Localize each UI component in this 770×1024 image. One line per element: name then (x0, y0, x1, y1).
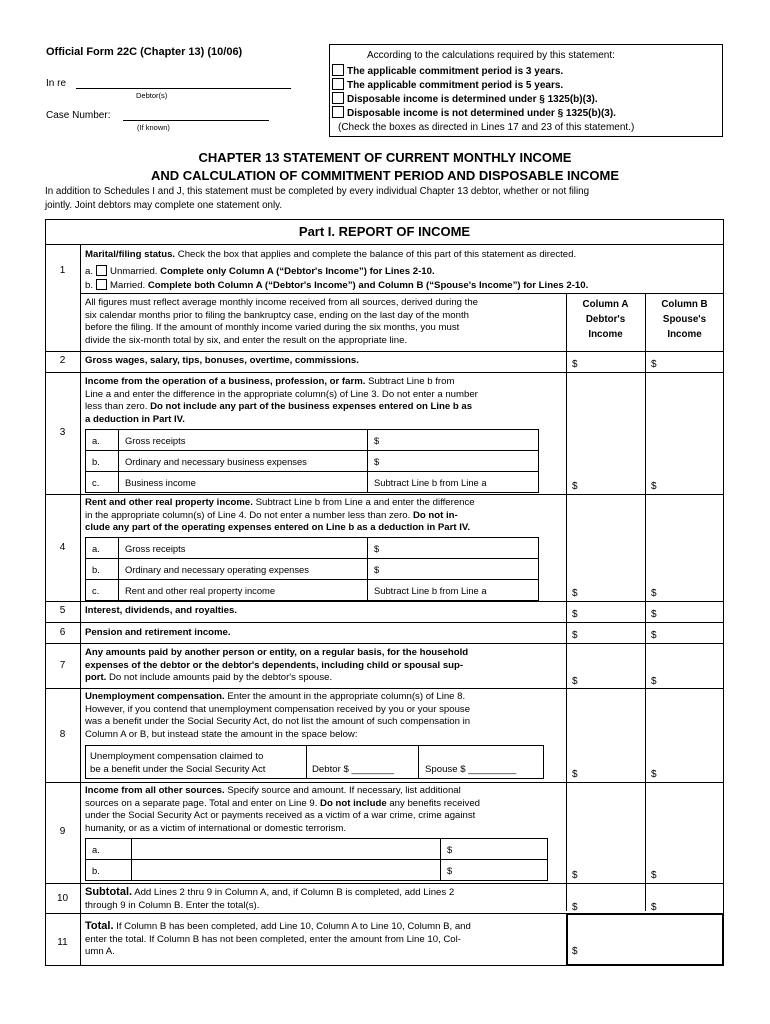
divider (80, 244, 81, 966)
commitment-option-3-years[interactable]: The applicable commitment period is 3 years. (332, 64, 563, 77)
line-number: 1 (59, 265, 66, 276)
line6-text: Pension and retirement income. (85, 627, 231, 638)
divider (45, 494, 724, 495)
line3-subtable (85, 429, 539, 493)
line-number: 2 (59, 355, 66, 366)
divider (645, 293, 646, 911)
line1-option-married[interactable]: b. Married. Complete both Column A (“Debtor's Income”) and Column B (“Spouse's Income”) for Lines 2-10. (85, 280, 589, 291)
case-number-label: Case Number: (46, 110, 111, 121)
table-row: a. Gross receipts $ (86, 538, 539, 559)
table-row: c. Business income Subtract Line b from Line a (86, 472, 539, 493)
form-title: Official Form 22C (Chapter 13) (10/06) (46, 46, 243, 58)
source-input[interactable] (132, 839, 441, 860)
line-number: 10 (56, 893, 69, 904)
line2-col-a-amount[interactable]: $ (572, 359, 578, 370)
checkbox-icon[interactable] (332, 78, 344, 90)
unemployment-claim-label: Unemployment compensation claimed to be a benefit under the Social Security Act (90, 751, 266, 775)
source-input[interactable] (132, 860, 441, 881)
line6-col-b-amount[interactable]: $ (651, 630, 657, 641)
line11-total-amount[interactable]: $ (572, 946, 578, 957)
divider (45, 372, 724, 373)
checkbox-icon[interactable] (96, 265, 107, 276)
line4-col-a-amount[interactable]: $ (572, 588, 578, 599)
divider (45, 782, 724, 783)
checkbox-icon[interactable] (332, 92, 344, 104)
line11-total-box[interactable] (566, 913, 724, 966)
page-title-line1: CHAPTER 13 STATEMENT OF CURRENT MONTHLY INCOME (198, 150, 572, 165)
if-known-caption: (If known) (137, 123, 170, 132)
line-number: 9 (59, 826, 66, 837)
all-figures-text: All figures must reflect average monthly income received from all sources, derived during the six calendar months prior to filing the bankruptcy case, ending on the last day of the month before the filing. If the amount of monthly income varied during the six months, you must divide the six-month total by six, and enter the result on the appropriate line. (85, 297, 478, 346)
line2-text: Gross wages, salary, tips, bonuses, overtime, commissions. (85, 355, 359, 366)
line4-col-b-amount[interactable]: $ (651, 588, 657, 599)
line7-col-a-amount[interactable]: $ (572, 676, 578, 687)
page-title-line2: AND CALCULATION OF COMMITMENT PERIOD AND DISPOSABLE INCOME (151, 168, 619, 183)
table-row: b. Ordinary and necessary business expenses $ (86, 451, 539, 472)
divider (45, 643, 724, 644)
checkbox-icon[interactable] (332, 106, 344, 118)
line7-col-b-amount[interactable]: $ (651, 676, 657, 687)
line5-col-b-amount[interactable]: $ (651, 609, 657, 620)
commitment-option-5-years[interactable]: The applicable commitment period is 5 years. (332, 78, 563, 91)
table-row: c. Rent and other real property income Subtract Line b from Line a (86, 580, 539, 601)
line1-option-unmarried[interactable]: a. Unmarried. Complete only Column A (“Debtor's Income”) for Lines 2-10. (85, 266, 435, 277)
part1-title: Part I. REPORT OF INCOME (298, 224, 471, 239)
divider (306, 745, 307, 779)
line-number: 6 (59, 627, 66, 638)
intro-text-2: jointly. Joint debtors may complete one statement only. (45, 200, 283, 211)
line10-col-a-amount[interactable]: $ (572, 902, 578, 913)
line-number: 5 (59, 605, 66, 616)
line8-col-a-amount[interactable]: $ (572, 769, 578, 780)
debtor-name-line[interactable] (76, 88, 291, 89)
debtor-claim-field[interactable]: Debtor $ ________ (312, 764, 395, 775)
table-row: a. Gross receipts $ (86, 430, 539, 451)
disposable-determined-option[interactable]: Disposable income is determined under § 1325(b)(3). (332, 92, 598, 105)
line8-text: Unemployment compensation. Enter the amount in the appropriate column(s) of Line 8. However, if you contend that unemployment compensation received by you or your spouse was a benefit under the Social Security Act, do not list the amount of such compensation in Column A or B, but instead state the amount in the space below: (85, 691, 471, 740)
table-row: b. Ordinary and necessary operating expenses $ (86, 559, 539, 580)
checkbox-icon[interactable] (332, 64, 344, 76)
line10-text: Subtotal. Add Lines 2 thru 9 in Column A, and, if Column B is completed, add Lines 2 through 9 in Column B. Enter the total(s). (85, 886, 455, 911)
spouse-claim-field[interactable]: Spouse $ _________ (425, 764, 517, 775)
line4-subtable (85, 537, 539, 601)
line11-text: Total. If Column B has been completed, add Line 10, Column A to Line 10, Column B, and enter the total. If Column B has not been completed, enter the amount from Line 10, Col- umn A. (85, 920, 471, 957)
line5-col-a-amount[interactable]: $ (572, 609, 578, 620)
divider (45, 688, 724, 689)
line3-text: Income from the operation of a business, profession, or farm. Subtract Line b from Line a and enter the difference in the appropriate column(s) of Line 3. Do not enter a number less than zero. Do not include any part of the business expenses entered on Line b as a deduction in Part IV. (85, 376, 478, 425)
divider (45, 622, 724, 623)
debtor-caption: Debtor(s) (136, 91, 168, 100)
divider (45, 244, 724, 245)
divider (45, 883, 724, 884)
line6-col-a-amount[interactable]: $ (572, 630, 578, 641)
divider (45, 351, 724, 352)
table-row: a. $ (86, 839, 548, 860)
line9-text: Income from all other sources. Specify source and amount. If necessary, list additional sources on a separate page. Total and enter on Line 9. Do not include any benefits received under the Social Security Act or payments received as a victim of a war crime, crime against humanity, or as a victim of international or domestic terrorism. (85, 785, 481, 834)
line3-col-a-amount[interactable]: $ (572, 481, 578, 492)
line10-col-b-amount[interactable]: $ (651, 902, 657, 913)
disposable-not-determined-option[interactable]: Disposable income is not determined under § 1325(b)(3). (332, 106, 616, 119)
intro-text-1: In addition to Schedules I and J, this statement must be completed by every individual Chapter 13 debtor, whether or not filing (45, 186, 590, 197)
line-number: 3 (59, 427, 66, 438)
divider (45, 601, 724, 602)
checkbox-icon[interactable] (96, 279, 107, 290)
line-number: 11 (57, 937, 68, 948)
line3-col-b-amount[interactable]: $ (651, 481, 657, 492)
line4-text: Rent and other real property income. Subtract Line b from Line a and enter the difference in the appropriate column(s) of Line 4. Do not enter a number less than zero. Do not in- clude any part of the operating expenses entered on Line b as a deduction in Part IV. (85, 497, 475, 533)
commitment-note: (Check the boxes as directed in Lines 17 and 23 of this statement.) (338, 122, 635, 133)
line5-text: Interest, dividends, and royalties. (85, 605, 237, 616)
line9-col-b-amount[interactable]: $ (651, 870, 657, 881)
line-number: 7 (59, 660, 66, 671)
column-b-header: Column B Spouse's Income (661, 299, 708, 340)
line7-text: Any amounts paid by another person or entity, on a regular basis, for the household expenses of the debtor or the debtor's dependents, including child or spousal sup- port. Do not include amounts paid by the debtor's spouse. (85, 647, 469, 683)
column-a-header: Column A Debtor's Income (582, 299, 629, 340)
line2-col-b-amount[interactable]: $ (651, 359, 657, 370)
divider (80, 293, 724, 294)
case-number-line[interactable] (123, 120, 269, 121)
in-re-label: In re (46, 78, 67, 89)
commitment-intro: According to the calculations required by this statement: (367, 50, 615, 61)
line9-col-a-amount[interactable]: $ (572, 870, 578, 881)
line-number: 4 (59, 542, 66, 553)
line-number: 8 (59, 729, 66, 740)
line9-subtable (85, 838, 548, 881)
line1-text: Marital/filing status. Check the box that applies and complete the balance of this part of this statement as directed. (85, 249, 577, 260)
line8-col-b-amount[interactable]: $ (651, 769, 657, 780)
divider (418, 745, 419, 779)
table-row: b. $ (86, 860, 548, 881)
divider (566, 293, 567, 911)
